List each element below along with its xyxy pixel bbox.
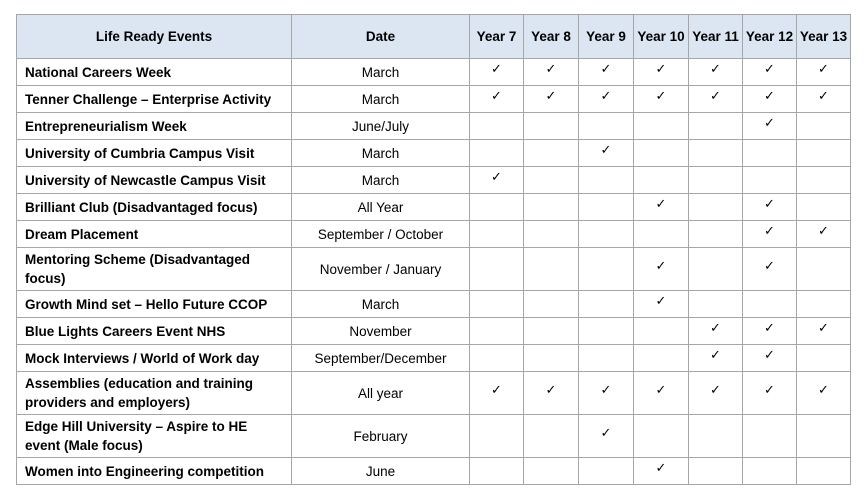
year-cell [470,248,524,291]
header-date: Date [292,15,470,59]
year-cell [797,318,851,345]
year-cell [470,113,524,140]
year-cell [797,59,851,86]
year-cell [634,458,689,485]
event-date: March [292,59,470,86]
checkmark-icon: ✓ [655,460,667,476]
table-row [17,113,851,140]
header-year-9: Year 9 [579,15,634,59]
table-row [17,59,851,86]
year-cell [470,318,524,345]
year-cell [797,345,851,372]
year-cell [743,140,797,167]
year-cell [579,458,634,485]
checkmark-icon: ✓ [600,382,612,398]
event-date: June [292,458,470,485]
event-date: March [292,291,470,318]
year-cell [797,415,851,458]
year-cell [797,291,851,318]
checkmark-icon: ✓ [491,61,502,77]
table-row [17,291,851,318]
year-cell [689,372,743,415]
event-date: November / January [292,248,470,291]
event-name: Blue Lights Careers Event NHS [17,318,292,345]
header-event: Life Ready Events [17,15,292,59]
year-cell [470,221,524,248]
year-cell [797,194,851,221]
event-date: March [292,86,470,113]
checkmark-icon: ✓ [764,347,775,363]
year-cell [743,167,797,194]
checkmark-icon: ✓ [655,61,667,77]
year-cell [634,140,689,167]
event-date: September / October [292,221,470,248]
checkmark-icon: ✓ [491,88,502,104]
event-name: Women into Engineering competition [17,458,292,485]
year-cell [470,59,524,86]
year-cell [579,59,634,86]
year-cell [579,345,634,372]
year-cell [470,372,524,415]
event-name: Mentoring Scheme (Disadvantaged focus) [17,248,292,291]
event-name: University of Cumbria Campus Visit [17,140,292,167]
checkmark-icon: ✓ [600,142,612,158]
checkmark-icon: ✓ [655,293,667,309]
year-cell [689,113,743,140]
event-name: Edge Hill University – Aspire to HE event (Male focus) [17,415,292,458]
event-date: September/December [292,345,470,372]
table-row [17,318,851,345]
year-cell [524,113,579,140]
event-date: All year [292,372,470,415]
events-body [17,59,851,485]
year-cell [524,140,579,167]
year-cell [689,221,743,248]
event-date: March [292,167,470,194]
year-cell [689,140,743,167]
checkmark-icon: ✓ [710,88,721,104]
year-cell [689,167,743,194]
year-cell [634,221,689,248]
year-cell [634,167,689,194]
header-year-8: Year 8 [524,15,579,59]
event-name: University of Newcastle Campus Visit [17,167,292,194]
year-cell [797,113,851,140]
event-name: Brilliant Club (Disadvantaged focus) [17,194,292,221]
life-ready-events-table [16,14,851,485]
year-cell [524,248,579,291]
year-cell [579,221,634,248]
year-cell [743,345,797,372]
checkmark-icon: ✓ [818,61,829,77]
event-name: Dream Placement [17,221,292,248]
checkmark-icon: ✓ [710,61,721,77]
table-row [17,86,851,113]
year-cell [689,318,743,345]
checkmark-icon: ✓ [818,382,829,398]
header-year-13: Year 13 [797,15,851,59]
year-cell [689,458,743,485]
year-cell [743,291,797,318]
year-cell [689,291,743,318]
checkmark-icon: ✓ [600,88,612,104]
year-cell [743,86,797,113]
year-cell [743,458,797,485]
year-cell [524,318,579,345]
year-cell [689,59,743,86]
checkmark-icon: ✓ [764,258,775,274]
event-name: Mock Interviews / World of Work day [17,345,292,372]
table-row [17,167,851,194]
year-cell [634,345,689,372]
checkmark-icon: ✓ [491,382,502,398]
checkmark-icon: ✓ [764,115,775,131]
year-cell [689,248,743,291]
year-cell [634,59,689,86]
year-cell [634,86,689,113]
checkmark-icon: ✓ [710,382,721,398]
table-row [17,248,851,291]
year-cell [797,248,851,291]
year-cell [579,415,634,458]
year-cell [579,194,634,221]
checkmark-icon: ✓ [764,320,775,336]
checkmark-icon: ✓ [600,61,612,77]
header-year-12: Year 12 [743,15,797,59]
year-cell [743,415,797,458]
year-cell [743,248,797,291]
year-cell [634,248,689,291]
year-cell [797,372,851,415]
year-cell [579,113,634,140]
table-row [17,415,851,458]
checkmark-icon: ✓ [818,320,829,336]
header-row [17,15,851,59]
checkmark-icon: ✓ [764,196,775,212]
table-row [17,194,851,221]
checkmark-icon: ✓ [710,347,721,363]
header-year-10: Year 10 [634,15,689,59]
year-cell [743,113,797,140]
checkmark-icon: ✓ [655,88,667,104]
event-date: March [292,140,470,167]
year-cell [797,167,851,194]
header-year-11: Year 11 [689,15,743,59]
table-row [17,458,851,485]
checkmark-icon: ✓ [764,223,775,239]
year-cell [579,167,634,194]
checkmark-icon: ✓ [545,382,557,398]
year-cell [524,221,579,248]
event-name: Tenner Challenge – Enterprise Activity [17,86,292,113]
year-cell [524,194,579,221]
checkmark-icon: ✓ [545,61,557,77]
year-cell [634,415,689,458]
checkmark-icon: ✓ [710,320,721,336]
year-cell [579,318,634,345]
year-cell [524,86,579,113]
year-cell [579,248,634,291]
table-row [17,221,851,248]
checkmark-icon: ✓ [655,258,667,274]
year-cell [634,318,689,345]
year-cell [797,86,851,113]
year-cell [579,86,634,113]
year-cell [470,167,524,194]
year-cell [743,318,797,345]
event-name: National Careers Week [17,59,292,86]
year-cell [524,167,579,194]
checkmark-icon: ✓ [491,169,502,185]
year-cell [797,140,851,167]
year-cell [797,221,851,248]
event-date: June/July [292,113,470,140]
year-cell [524,458,579,485]
year-cell [689,86,743,113]
year-cell [634,372,689,415]
year-cell [743,194,797,221]
checkmark-icon: ✓ [764,382,775,398]
year-cell [743,221,797,248]
year-cell [579,140,634,167]
event-date: November [292,318,470,345]
year-cell [743,59,797,86]
table-row [17,345,851,372]
event-date: All Year [292,194,470,221]
event-name: Growth Mind set – Hello Future CCOP [17,291,292,318]
table-row [17,140,851,167]
year-cell [634,113,689,140]
year-cell [689,194,743,221]
checkmark-icon: ✓ [764,88,775,104]
checkmark-icon: ✓ [545,88,557,104]
checkmark-icon: ✓ [764,61,775,77]
year-cell [689,345,743,372]
checkmark-icon: ✓ [600,425,612,441]
year-cell [470,458,524,485]
year-cell [524,59,579,86]
event-date: February [292,415,470,458]
checkmark-icon: ✓ [818,223,829,239]
year-cell [470,415,524,458]
year-cell [797,458,851,485]
year-cell [579,291,634,318]
year-cell [470,140,524,167]
year-cell [743,372,797,415]
year-cell [689,415,743,458]
year-cell [470,345,524,372]
event-name: Entrepreneurialism Week [17,113,292,140]
year-cell [470,86,524,113]
checkmark-icon: ✓ [655,196,667,212]
year-cell [634,194,689,221]
header-year-7: Year 7 [470,15,524,59]
year-cell [524,291,579,318]
checkmark-icon: ✓ [655,382,667,398]
year-cell [524,415,579,458]
year-cell [470,291,524,318]
year-cell [634,291,689,318]
event-name: Assemblies (education and training providers and employers) [17,372,292,415]
year-cell [524,372,579,415]
year-cell [579,372,634,415]
table-row [17,372,851,415]
checkmark-icon: ✓ [818,88,829,104]
year-cell [524,345,579,372]
year-cell [470,194,524,221]
